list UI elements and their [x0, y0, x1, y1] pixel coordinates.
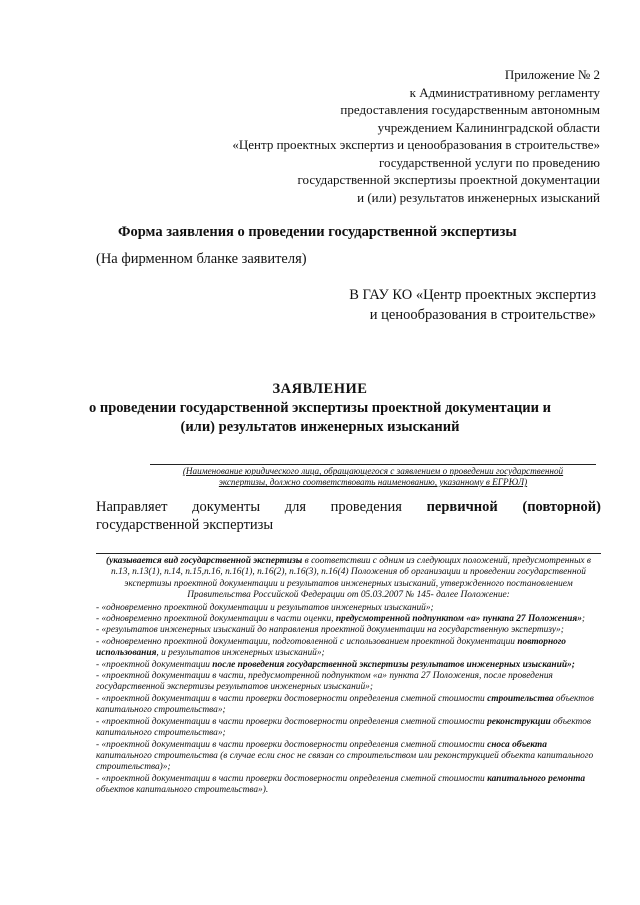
notes-intro-bold: (указывается вид государственной экспертизы — [105, 556, 303, 566]
addressee-line: В ГАУ КО «Центр проектных экспертиз — [349, 287, 596, 303]
appendix-line: государственной экспертизы проектной документации — [297, 172, 600, 187]
statement-title: ЗАЯВЛЕНИЕ — [272, 381, 368, 397]
notes-item-text: - «проектной документации — [96, 659, 213, 670]
letterhead-note: (На фирменном бланке заявителя) — [96, 251, 307, 267]
notes-item-text: - «проектной документации в части проверки достоверности определения сметной стоимости — [96, 739, 488, 750]
applicant-caption-line: (Наименование юридического лица, обращающегося с заявлением о проведении государственной — [182, 466, 564, 476]
form-title: Форма заявления о проведении государственной экспертизы — [118, 224, 517, 240]
appendix-line: Приложение № 2 — [504, 67, 600, 82]
send-word: проведения — [330, 499, 402, 515]
notes-item — [96, 717, 601, 740]
notes-item — [96, 637, 601, 660]
applicant-caption-line: экспертизы, должно соответствовать наименованию, указанному в ЕГРЮЛ) — [218, 477, 528, 487]
addressee-block — [276, 285, 596, 325]
send-word: документы — [192, 499, 261, 515]
notes-item-text: - «проектной документации в части проверки достоверности определения сметной стоимости — [96, 716, 488, 727]
notes-item — [96, 671, 601, 694]
send-word-repeat: (повторной) — [522, 499, 601, 515]
appendix-block — [180, 66, 600, 206]
notes-item-text: - «одновременно проектной документации, подготовленной с использованием проектной документации — [96, 636, 518, 647]
notes-item-bold: после проведения государственной экспертизы результатов инженерных изысканий»; — [212, 659, 575, 670]
notes-intro-text: в соответствии с одним из следующих положений, предусмотренных в п.13, п.13(1), п.14, п.15,п.16, п.16(1), п.16(2), п.16(3), п.16(4) Положения об организации и проведении государственной экспертизы проектной документации и результатов инженерных изысканий, утвержденного постановлением Правительства Российской Федерации от 05.03.2007 № 145- далее Положение: — [111, 556, 591, 601]
appendix-line: учреждением Калининградской области — [377, 119, 600, 135]
send-word: Направляет — [96, 499, 168, 515]
notes-item-bold: предусмотренной подпунктом «а» пункта 27 Положения» — [335, 614, 582, 625]
applicant-caption — [150, 466, 596, 488]
appendix-line: государственной услуги по проведению — [378, 154, 600, 170]
notes-item-bold: повторного использования — [96, 636, 566, 659]
notes-item — [96, 603, 601, 614]
expertise-type-line — [96, 553, 601, 554]
addressee-line: и ценообразования в строительстве» — [369, 307, 596, 323]
send-word-primary: первичной — [426, 499, 498, 515]
notes-item-text: - «проектной документации в части проверки достоверности определения сметной стоимости — [96, 693, 488, 704]
notes-item-bold: сноса объекта — [487, 739, 547, 750]
appendix-line: и (или) результатов инженерных изысканий — [357, 189, 600, 205]
notes-item — [96, 614, 601, 625]
notes-item-text: - «проектной документации в части, предусмотренной подпунктом «а» пункта 27 Положения, после проведения государственной экспертизы результатов инженерных изысканий»; — [96, 671, 553, 693]
notes-item — [96, 774, 601, 797]
notes-item — [96, 625, 601, 636]
notes-item-text: - «одновременно проектной документации в части оценки, — [96, 614, 336, 625]
notes-item-text: объектов капитального строительства»; — [96, 693, 594, 716]
notes-intro — [96, 556, 601, 602]
send-paragraph — [96, 498, 601, 534]
appendix-line: «Центр проектных экспертиз и ценообразования в строительстве» — [232, 137, 600, 152]
notes-item-text: ; — [581, 614, 586, 625]
notes-item — [96, 740, 601, 774]
notes-item-text: капитального строительства (в случае если снос не связан со строительством или реконструкцией объекта капитального строительства)»; — [96, 750, 594, 773]
notes-item-bold: строительства — [487, 693, 554, 704]
notes-item-bold: реконструкции — [487, 716, 551, 727]
notes-item — [96, 660, 601, 671]
statement-subtitle-line: о проведении государственной экспертизы проектной документации и — [88, 400, 551, 416]
send-word: для — [284, 499, 307, 515]
notes-item-text: - «проектной документации в части проверки достоверности определения сметной стоимости — [96, 773, 488, 784]
appendix-line: к Административному регламенту — [409, 84, 600, 100]
notes-item-bold: капитального ремонта — [487, 773, 586, 784]
send-line: государственной экспертизы — [96, 517, 274, 533]
notes-item-text: объектов капитального строительства»; — [96, 716, 591, 739]
notes-item-text: - «одновременно проектной документации и результатов инженерных изысканий»; — [96, 602, 434, 613]
notes-item-text: объектов капитального строительства»). — [96, 785, 269, 796]
notes-item-text: , и результатов инженерных изысканий»; — [156, 648, 325, 659]
applicant-name-line — [150, 464, 596, 465]
expertise-type-notes — [96, 556, 601, 797]
statement-subtitle-line: (или) результатов инженерных изысканий — [180, 419, 460, 435]
notes-item — [96, 694, 601, 717]
appendix-line: предоставления государственным автономным — [340, 102, 600, 117]
notes-item-text: - «результатов инженерных изысканий до направления проектной документации на государственную экспертизу»; — [96, 625, 564, 636]
